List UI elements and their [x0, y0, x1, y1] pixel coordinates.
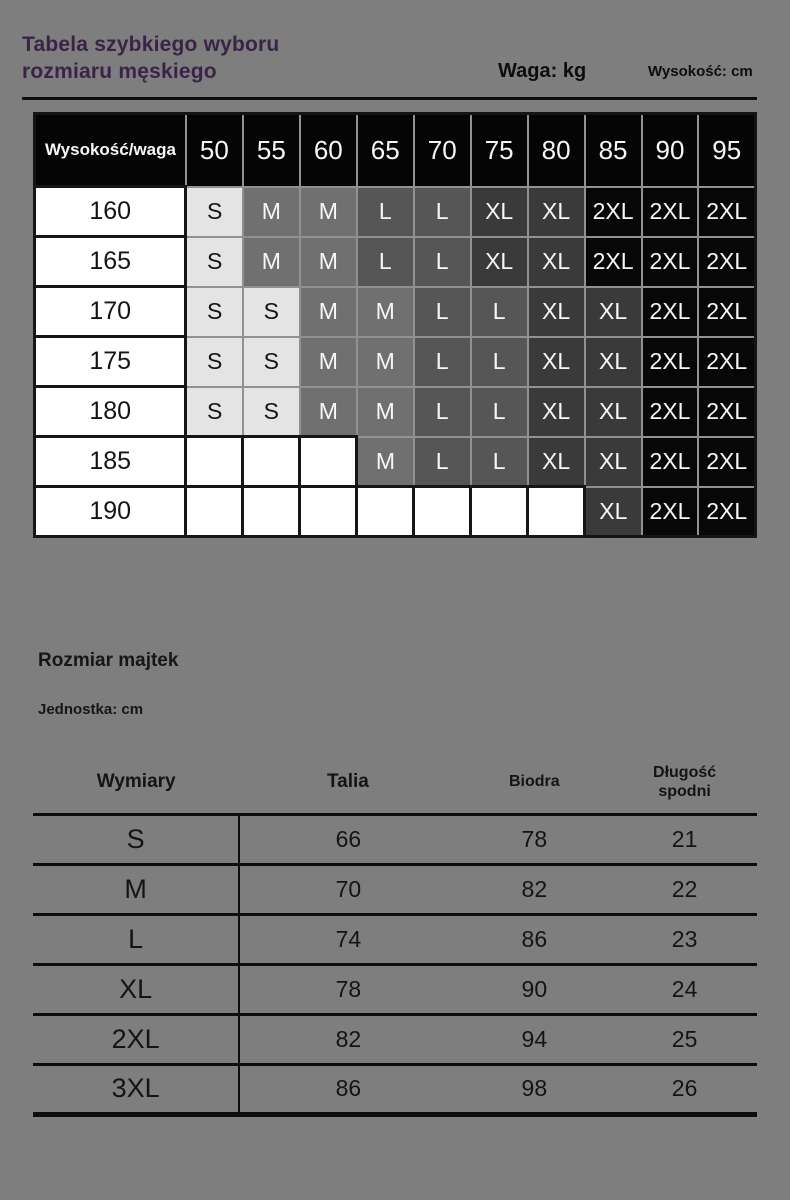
weight-header-65: 65: [357, 114, 414, 187]
size-cell-2xl: 2XL: [698, 387, 755, 437]
pants-header-dlugosc-spodni: [612, 752, 757, 814]
size-cell-2xl: 2XL: [585, 237, 642, 287]
weight-header-80: 80: [528, 114, 585, 187]
pants-measurement-value: 25: [671, 1025, 698, 1052]
size-cell-2xl: 2XL: [698, 437, 755, 487]
pants-measurement-value: 78: [335, 975, 362, 1002]
underwear-section-title: Rozmiar majtek: [38, 650, 179, 671]
pants-size-label: L: [33, 914, 239, 964]
size-grid-header: [35, 114, 756, 187]
size-cell-m: M: [357, 287, 414, 337]
pants-measurement-value: 98: [521, 1075, 548, 1101]
size-cell-l: L: [471, 387, 528, 437]
pants-header-label: Długość spodni: [653, 764, 717, 801]
pants-measurement-value: 78: [521, 825, 548, 852]
pants-measurement-value: 94: [521, 1025, 548, 1052]
pants-table-header: [33, 752, 757, 814]
size-cell-2xl: 2XL: [698, 487, 755, 537]
size-cell-2xl: 2XL: [698, 237, 755, 287]
size-cell-l: L: [414, 237, 471, 287]
size-cell-2xl: 2XL: [698, 337, 755, 387]
size-cell-xl: XL: [528, 187, 585, 237]
size-cell-s: S: [186, 237, 243, 287]
size-cell-xl: XL: [471, 237, 528, 287]
size-cell-m: M: [357, 337, 414, 387]
pants-size-label: M: [33, 864, 239, 914]
pants-header-wymiary: Wymiary: [96, 771, 176, 793]
page-title-line1: Tabela szybkiego wyboru: [22, 33, 280, 56]
empty-size-cell: [300, 437, 357, 487]
size-cell-l: L: [414, 337, 471, 387]
size-cell-2xl: 2XL: [642, 387, 699, 437]
height-weight-size-grid: [33, 112, 757, 538]
pants-measurement-value: 22: [671, 875, 698, 902]
weight-unit-label: Waga: kg: [498, 60, 587, 82]
pants-size-label: 2XL: [33, 1014, 239, 1064]
pants-measurement-value: 24: [671, 975, 698, 1002]
weight-header-70: 70: [414, 114, 471, 187]
grid-row-170: [35, 287, 756, 337]
height-cell-180: 180: [35, 387, 186, 437]
height-cell-185: 185: [35, 437, 186, 487]
size-cell-xl: XL: [528, 437, 585, 487]
empty-size-cell: [186, 487, 243, 537]
grid-row-185: [35, 437, 756, 487]
size-cell-2xl: 2XL: [642, 487, 699, 537]
size-cell-xl: XL: [585, 337, 642, 387]
height-cell-160: 160: [35, 187, 186, 237]
pants-header-talia: Talia: [326, 771, 369, 793]
pants-measurement-value: 86: [521, 925, 548, 952]
size-cell-l: L: [414, 187, 471, 237]
pants-size-label: S: [33, 814, 239, 864]
size-cell-m: M: [243, 237, 300, 287]
size-cell-m: M: [243, 187, 300, 237]
size-cell-l: L: [414, 287, 471, 337]
grid-row-175: [35, 337, 756, 387]
size-cell-l: L: [357, 187, 414, 237]
weight-header-85: 85: [585, 114, 642, 187]
size-cell-m: M: [300, 187, 357, 237]
pants-row-l: [33, 914, 757, 964]
page-title-line2: rozmiaru męskiego: [22, 59, 217, 83]
pants-measurement-value: 86: [335, 1075, 362, 1101]
size-cell-xl: XL: [528, 287, 585, 337]
page-title: [22, 32, 279, 86]
pants-size-label: XL: [33, 964, 239, 1014]
header-divider-line: [22, 97, 757, 100]
size-cell-xl: XL: [585, 287, 642, 337]
pants-header-biodra: Biodra: [509, 773, 560, 791]
size-cell-2xl: 2XL: [698, 287, 755, 337]
weight-header-95: 95: [698, 114, 755, 187]
pants-measurement-value: 23: [671, 925, 698, 952]
height-cell-170: 170: [35, 287, 186, 337]
pants-table-body: [33, 814, 757, 1114]
empty-size-cell: [186, 437, 243, 487]
size-cell-l: L: [471, 437, 528, 487]
size-cell-xl: XL: [585, 437, 642, 487]
size-cell-s: S: [243, 287, 300, 337]
weight-header-90: 90: [642, 114, 699, 187]
pants-measurement-value: 26: [671, 1075, 698, 1101]
empty-size-cell: [471, 487, 528, 537]
size-grid-header-row: [35, 114, 756, 187]
size-cell-l: L: [414, 437, 471, 487]
empty-size-cell: [414, 487, 471, 537]
pants-row-m: [33, 864, 757, 914]
pants-row-s: [33, 814, 757, 864]
size-cell-m: M: [300, 287, 357, 337]
empty-size-cell: [300, 487, 357, 537]
size-cell-2xl: 2XL: [642, 337, 699, 387]
size-cell-s: S: [186, 287, 243, 337]
size-cell-s: S: [186, 387, 243, 437]
empty-size-cell: [243, 487, 300, 537]
pants-measurement-value: 66: [335, 825, 362, 852]
size-cell-2xl: 2XL: [585, 187, 642, 237]
pants-row-2xl: [33, 1014, 757, 1064]
size-cell-xl: XL: [528, 387, 585, 437]
height-cell-165: 165: [35, 237, 186, 287]
size-cell-m: M: [357, 387, 414, 437]
size-cell-2xl: 2XL: [642, 237, 699, 287]
size-cell-l: L: [357, 237, 414, 287]
weight-header-55: 55: [243, 114, 300, 187]
grid-row-180: [35, 387, 756, 437]
size-cell-m: M: [300, 237, 357, 287]
size-cell-xl: XL: [585, 487, 642, 537]
size-cell-s: S: [186, 187, 243, 237]
pants-table-header-row: [33, 752, 757, 814]
size-cell-xl: XL: [528, 237, 585, 287]
size-cell-s: S: [243, 337, 300, 387]
height-unit-label: Wysokość: cm: [648, 63, 753, 80]
size-cell-s: S: [186, 337, 243, 387]
pants-measurement-value: 82: [335, 1025, 362, 1052]
grid-row-160: [35, 187, 756, 237]
size-cell-xl: XL: [528, 337, 585, 387]
size-cell-2xl: 2XL: [642, 287, 699, 337]
grid-row-165: [35, 237, 756, 287]
size-cell-l: L: [471, 287, 528, 337]
height-cell-190: 190: [35, 487, 186, 537]
pants-row-3xl: [33, 1064, 757, 1114]
size-cell-2xl: 2XL: [642, 437, 699, 487]
size-cell-xl: XL: [585, 387, 642, 437]
pants-measurement-value: 90: [521, 975, 548, 1002]
underwear-unit-label: Jednostka: cm: [38, 701, 144, 718]
weight-header-60: 60: [300, 114, 357, 187]
size-cell-2xl: 2XL: [642, 187, 699, 237]
size-cell-m: M: [357, 437, 414, 487]
size-cell-xl: XL: [471, 187, 528, 237]
size-cell-m: M: [300, 337, 357, 387]
size-cell-2xl: 2XL: [698, 187, 755, 237]
weight-header-75: 75: [471, 114, 528, 187]
pants-measurement-value: 21: [671, 825, 698, 852]
pants-row-xl: [33, 964, 757, 1014]
empty-size-cell: [528, 487, 585, 537]
pants-size-label: 3XL: [33, 1064, 239, 1114]
pants-measurement-value: 74: [335, 925, 362, 952]
size-grid-body: [35, 187, 756, 537]
empty-size-cell: [357, 487, 414, 537]
pants-measurement-value: 82: [521, 875, 548, 902]
size-cell-m: M: [300, 387, 357, 437]
size-cell-l: L: [471, 337, 528, 387]
height-cell-175: 175: [35, 337, 186, 387]
grid-row-190: [35, 487, 756, 537]
size-cell-l: L: [414, 387, 471, 437]
pants-measurement-value: 70: [335, 875, 362, 902]
underwear-measurements-table: [33, 752, 757, 1117]
weight-header-50: 50: [186, 114, 243, 187]
empty-size-cell: [243, 437, 300, 487]
size-cell-s: S: [243, 387, 300, 437]
grid-corner-header: Wysokość/waga: [35, 114, 186, 187]
